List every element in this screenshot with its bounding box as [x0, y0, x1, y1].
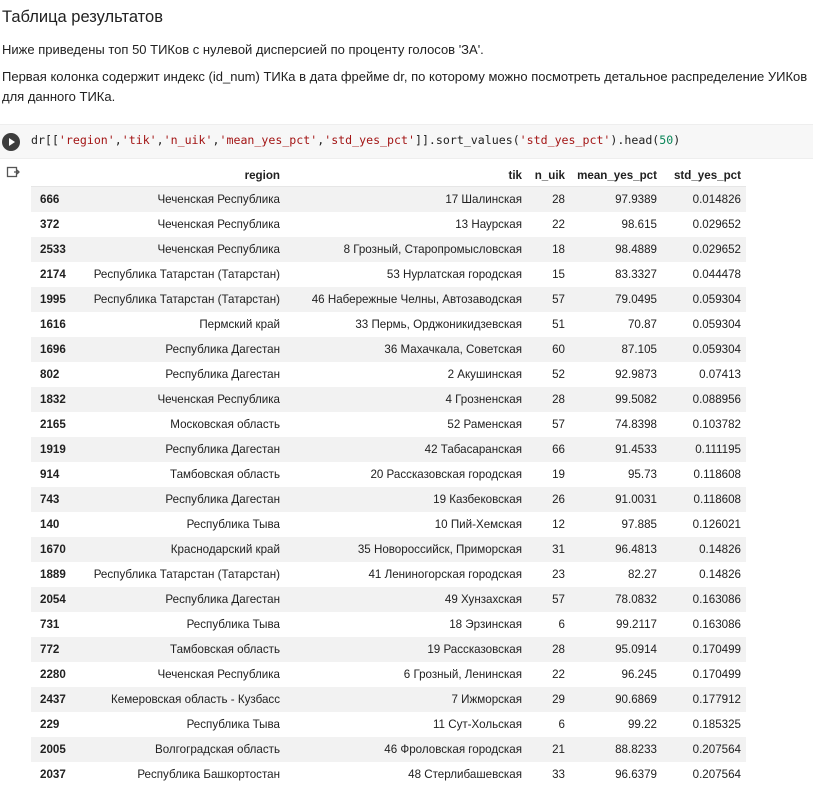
table-row: [31, 312, 746, 337]
cell-std-yes-pct: 0.059304: [662, 287, 746, 312]
cell-n-uik: 18: [527, 237, 570, 262]
row-index: 2280: [31, 662, 72, 687]
table-row: [31, 637, 746, 662]
cell-std-yes-pct: 0.111195: [662, 437, 746, 462]
cell-n-uik: 6: [527, 712, 570, 737]
row-index: 666: [31, 187, 72, 213]
cell-mean-yes-pct: 79.0495: [570, 287, 662, 312]
cell-region: Волгоградская область: [72, 737, 285, 762]
row-index: 1919: [31, 437, 72, 462]
cell-std-yes-pct: 0.088956: [662, 387, 746, 412]
cell-mean-yes-pct: 70.87: [570, 312, 662, 337]
cell-std-yes-pct: 0.014826: [662, 187, 746, 213]
cell-tik: 11 Сут-Хольская: [285, 712, 527, 737]
cell-n-uik: 66: [527, 437, 570, 462]
cell-n-uik: 21: [527, 737, 570, 762]
cell-n-uik: 57: [527, 412, 570, 437]
cell-std-yes-pct: 0.103782: [662, 412, 746, 437]
cell-std-yes-pct: 0.126021: [662, 512, 746, 537]
cell-tik: 33 Пермь, Орджоникидзевская: [285, 312, 527, 337]
row-index: 2165: [31, 412, 72, 437]
cell-mean-yes-pct: 98.615: [570, 212, 662, 237]
cell-mean-yes-pct: 99.22: [570, 712, 662, 737]
table-row: [31, 537, 746, 562]
cell-std-yes-pct: 0.14826: [662, 562, 746, 587]
cell-region: Республика Дагестан: [72, 337, 285, 362]
cell-tik: 36 Махачкала, Советская: [285, 337, 527, 362]
table-row: [31, 262, 746, 287]
cell-std-yes-pct: 0.185325: [662, 712, 746, 737]
cell-region: Чеченская Республика: [72, 237, 285, 262]
cell-tik: 46 Фроловская городская: [285, 737, 527, 762]
cell-tik: 52 Раменская: [285, 412, 527, 437]
row-index: 2005: [31, 737, 72, 762]
row-index: 229: [31, 712, 72, 737]
cell-region: Краснодарский край: [72, 537, 285, 562]
cell-tik: 13 Наурская: [285, 212, 527, 237]
column-header-mean-yes-pct: mean_yes_pct: [570, 164, 662, 187]
cell-tik: 7 Ижморская: [285, 687, 527, 712]
cell-tik: 46 Набережные Челны, Автозаводская: [285, 287, 527, 312]
cell-mean-yes-pct: 99.2117: [570, 612, 662, 637]
cell-n-uik: 12: [527, 512, 570, 537]
row-index: 1995: [31, 287, 72, 312]
cell-n-uik: 57: [527, 287, 570, 312]
cell-n-uik: 22: [527, 212, 570, 237]
cell-std-yes-pct: 0.029652: [662, 212, 746, 237]
cell-region: Республика Дагестан: [72, 487, 285, 512]
cell-mean-yes-pct: 88.8233: [570, 737, 662, 762]
cell-std-yes-pct: 0.163086: [662, 612, 746, 637]
cell-region: Чеченская Республика: [72, 212, 285, 237]
cell-tik: 17 Шалинская: [285, 187, 527, 213]
cell-tik: 19 Казбековская: [285, 487, 527, 512]
cell-n-uik: 22: [527, 662, 570, 687]
row-index: 1670: [31, 537, 72, 562]
row-index: 743: [31, 487, 72, 512]
row-index: 1889: [31, 562, 72, 587]
row-index: 772: [31, 637, 72, 662]
cell-region: Московская область: [72, 412, 285, 437]
cell-mean-yes-pct: 97.885: [570, 512, 662, 537]
cell-std-yes-pct: 0.207564: [662, 737, 746, 762]
cell-tik: 53 Нурлатская городская: [285, 262, 527, 287]
cell-mean-yes-pct: 95.73: [570, 462, 662, 487]
table-row: [31, 762, 746, 787]
row-index: 2533: [31, 237, 72, 262]
row-index: 1616: [31, 312, 72, 337]
cell-tik: 41 Лениногорская городская: [285, 562, 527, 587]
table-row: [31, 337, 746, 362]
row-index: 1832: [31, 387, 72, 412]
cell-n-uik: 31: [527, 537, 570, 562]
cell-tik: 6 Грозный, Ленинская: [285, 662, 527, 687]
cell-region: Тамбовская область: [72, 637, 285, 662]
code-input[interactable]: dr[['region','tik','n_uik','mean_yes_pct','std_yes_pct']].sort_values('std_yes_pct').head(50): [31, 133, 680, 147]
table-row: [31, 562, 746, 587]
output-menu-icon[interactable]: [6, 165, 20, 179]
row-index: 140: [31, 512, 72, 537]
cell-tik: 19 Рассказовская: [285, 637, 527, 662]
cell-tik: 8 Грозный, Старопромысловская: [285, 237, 527, 262]
cell-n-uik: 33: [527, 762, 570, 787]
cell-std-yes-pct: 0.118608: [662, 487, 746, 512]
results-table: [31, 164, 746, 787]
cell-region: Республика Тыва: [72, 712, 285, 737]
column-header-n-uik: n_uik: [527, 164, 570, 187]
cell-tik: 49 Хунзахская: [285, 587, 527, 612]
table-row: [31, 662, 746, 687]
row-index: 2037: [31, 762, 72, 787]
cell-n-uik: 26: [527, 487, 570, 512]
section-heading: Таблица результатов: [2, 8, 163, 27]
cell-region: Республика Татарстан (Татарстан): [72, 287, 285, 312]
cell-region: Чеченская Республика: [72, 662, 285, 687]
cell-region: Чеченская Республика: [72, 187, 285, 213]
cell-tik: 48 Стерлибашевская: [285, 762, 527, 787]
cell-tik: 20 Рассказовская городская: [285, 462, 527, 487]
cell-n-uik: 51: [527, 312, 570, 337]
cell-n-uik: 6: [527, 612, 570, 637]
table-row: [31, 362, 746, 387]
cell-mean-yes-pct: 96.6379: [570, 762, 662, 787]
cell-region: Республика Татарстан (Татарстан): [72, 262, 285, 287]
table-row: [31, 687, 746, 712]
cell-std-yes-pct: 0.177912: [662, 687, 746, 712]
table-row: [31, 612, 746, 637]
cell-std-yes-pct: 0.207564: [662, 762, 746, 787]
cell-mean-yes-pct: 82.27: [570, 562, 662, 587]
column-header-region: region: [72, 164, 285, 187]
cell-n-uik: 15: [527, 262, 570, 287]
cell-n-uik: 57: [527, 587, 570, 612]
cell-tik: 4 Грозненская: [285, 387, 527, 412]
cell-mean-yes-pct: 96.245: [570, 662, 662, 687]
index-header: [31, 164, 72, 187]
cell-mean-yes-pct: 91.4533: [570, 437, 662, 462]
cell-region: Республика Башкортостан: [72, 762, 285, 787]
table-row: [31, 462, 746, 487]
row-index: 1696: [31, 337, 72, 362]
cell-n-uik: 28: [527, 637, 570, 662]
table-row: [31, 587, 746, 612]
table-row: [31, 212, 746, 237]
cell-n-uik: 19: [527, 462, 570, 487]
cell-mean-yes-pct: 98.4889: [570, 237, 662, 262]
cell-mean-yes-pct: 97.9389: [570, 187, 662, 213]
table-row: [31, 237, 746, 262]
cell-std-yes-pct: 0.163086: [662, 587, 746, 612]
intro-paragraph-2: Первая колонка содержит индекс (id_num) ТИКа в дата фрейме dr, по которому можно посмотреть детальное распределение УИКов для данного ТИКа.: [2, 67, 808, 107]
cell-mean-yes-pct: 87.105: [570, 337, 662, 362]
table-row: [31, 512, 746, 537]
cell-std-yes-pct: 0.170499: [662, 662, 746, 687]
cell-mean-yes-pct: 99.5082: [570, 387, 662, 412]
cell-region: Чеченская Республика: [72, 387, 285, 412]
cell-tik: 18 Эрзинская: [285, 612, 527, 637]
cell-n-uik: 23: [527, 562, 570, 587]
row-index: 914: [31, 462, 72, 487]
cell-std-yes-pct: 0.029652: [662, 237, 746, 262]
table-row: [31, 437, 746, 462]
cell-mean-yes-pct: 91.0031: [570, 487, 662, 512]
row-index: 2174: [31, 262, 72, 287]
cell-n-uik: 52: [527, 362, 570, 387]
cell-tik: 2 Акушинская: [285, 362, 527, 387]
cell-std-yes-pct: 0.059304: [662, 312, 746, 337]
table-row: [31, 187, 746, 213]
cell-mean-yes-pct: 92.9873: [570, 362, 662, 387]
table-row: [31, 412, 746, 437]
row-index: 372: [31, 212, 72, 237]
cell-region: Республика Тыва: [72, 512, 285, 537]
cell-mean-yes-pct: 78.0832: [570, 587, 662, 612]
cell-region: Республика Дагестан: [72, 587, 285, 612]
cell-n-uik: 29: [527, 687, 570, 712]
cell-region: Республика Дагестан: [72, 362, 285, 387]
cell-mean-yes-pct: 74.8398: [570, 412, 662, 437]
column-header-std-yes-pct: std_yes_pct: [662, 164, 746, 187]
cell-n-uik: 28: [527, 187, 570, 213]
table-body: [31, 187, 746, 787]
cell-std-yes-pct: 0.170499: [662, 637, 746, 662]
row-index: 731: [31, 612, 72, 637]
cell-region: Пермский край: [72, 312, 285, 337]
cell-std-yes-pct: 0.14826: [662, 537, 746, 562]
cell-region: Тамбовская область: [72, 462, 285, 487]
cell-mean-yes-pct: 83.3327: [570, 262, 662, 287]
run-cell-button[interactable]: [2, 133, 20, 151]
table-row: [31, 487, 746, 512]
cell-std-yes-pct: 0.044478: [662, 262, 746, 287]
cell-region: Кемеровская область - Кузбасс: [72, 687, 285, 712]
cell-n-uik: 28: [527, 387, 570, 412]
cell-tik: 10 Пий-Хемская: [285, 512, 527, 537]
column-header-tik: tik: [285, 164, 527, 187]
cell-n-uik: 60: [527, 337, 570, 362]
row-index: 2437: [31, 687, 72, 712]
cell-region: Республика Татарстан (Татарстан): [72, 562, 285, 587]
table-row: [31, 712, 746, 737]
cell-region: Республика Дагестан: [72, 437, 285, 462]
cell-region: Республика Тыва: [72, 612, 285, 637]
cell-mean-yes-pct: 90.6869: [570, 687, 662, 712]
table-header-row: [31, 164, 746, 187]
cell-mean-yes-pct: 95.0914: [570, 637, 662, 662]
table-row: [31, 287, 746, 312]
table-row: [31, 387, 746, 412]
cell-std-yes-pct: 0.059304: [662, 337, 746, 362]
row-index: 802: [31, 362, 72, 387]
cell-mean-yes-pct: 96.4813: [570, 537, 662, 562]
cell-std-yes-pct: 0.118608: [662, 462, 746, 487]
table-row: [31, 737, 746, 762]
cell-tik: 42 Табасаранская: [285, 437, 527, 462]
intro-paragraph-1: Ниже приведены топ 50 ТИКов с нулевой дисперсией по проценту голосов 'ЗА'.: [2, 40, 808, 60]
cell-std-yes-pct: 0.07413: [662, 362, 746, 387]
cell-tik: 35 Новороссийск, Приморская: [285, 537, 527, 562]
row-index: 2054: [31, 587, 72, 612]
